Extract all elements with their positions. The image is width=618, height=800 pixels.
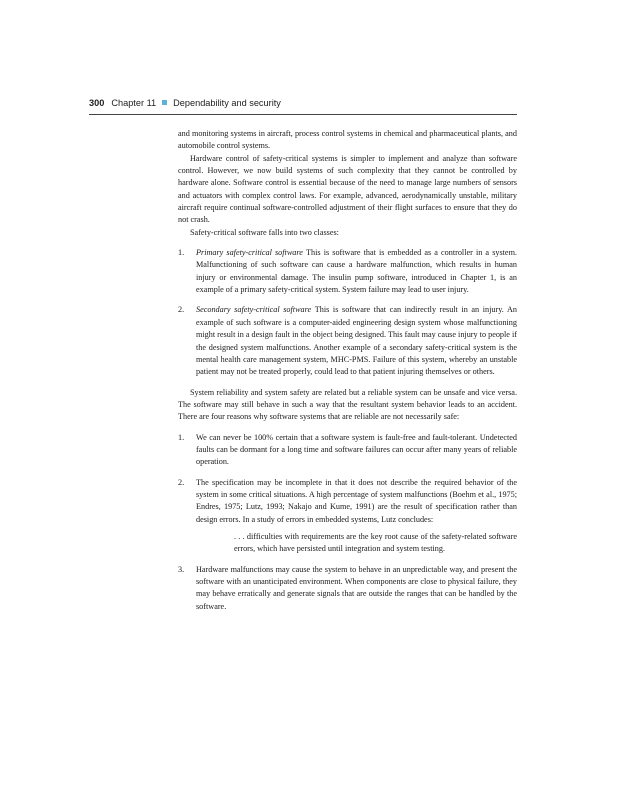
body-text — [178, 128, 517, 613]
header-square-icon — [162, 100, 167, 105]
list-number: 1. — [178, 432, 185, 442]
paragraph: System reliability and system safety are related but a reliable system can be unsafe and vice versa. The software may still behave in such a way that the resultant system behavior leads to an accident. There are four reasons why software systems that are reliable are not necessarily safe: — [178, 387, 517, 422]
list-text: We can never be 100% certain that a software system is fault-free and fault-tolerant. Undetected faults can be dormant for a long time and software failures can occur after many years of reliable operation. — [196, 432, 517, 467]
chapter-label: Chapter 11 — [111, 98, 157, 108]
list-term: Secondary safety-critical software — [196, 305, 315, 315]
list-item — [178, 247, 517, 296]
running-header — [89, 98, 517, 115]
paragraph: and monitoring systems in aircraft, process control systems in chemical and pharmaceutical plants, and automobile control systems. — [178, 129, 517, 151]
list-item — [178, 304, 517, 378]
list-term: Primary safety-critical software — [196, 248, 307, 258]
list-item — [178, 477, 517, 556]
reasons-list — [178, 432, 517, 613]
list-item — [178, 564, 517, 613]
list-text: This is software that is embedded as a controller in a system. Malfunctioning of such software can cause a hardware malfunction, which results in human injury or environmental damage. The insulin pump software, introduced in Chapter 1, is an example of a primary safety-critical system. System failure may lead to user injury. — [196, 248, 517, 295]
list-item — [178, 432, 517, 469]
page-number: 300 — [89, 98, 105, 108]
block-quote: . . . difficulties with requirements are the key root cause of the safety-related software errors, which have persisted until integration and system testing. — [234, 531, 517, 554]
paragraph: Hardware control of safety-critical systems is simpler to implement and analyze than software control. However, we now build systems of such complexity that they cannot be controlled by hardware alone. Software control is essential because of the need to manage large numbers of sensors and actuators with complex control laws. For example, advanced, aerodynamically unstable, military aircraft require continual software-controlled adjustment of their flight surfaces to ensure that they do not crash. — [178, 153, 517, 225]
paragraph: Safety-critical software falls into two classes: — [190, 227, 339, 237]
list-text: This is software that can indirectly result in an injury. An example of such software is a computer-aided engineering design system whose malfunctioning might result in a design fault in the object being designed. This fault may cause injury to people if the designed system malfunctions. Another example of a secondary safety-critical system is the mental health care management system, MHC-PMS. Failure of this system, whereby an unstable patient may not be treated properly, could lead to that patient injuring themselves or others. — [196, 305, 517, 377]
chapter-title: Dependability and security — [173, 98, 281, 108]
safety-classes-list — [178, 247, 517, 378]
list-text: Hardware malfunctions may cause the system to behave in an unpredictable way, and present the software with an unanticipated environment. When components are close to physical failure, they may behave erratically and generate signals that are outside the ranges that can be handled by the software. — [196, 564, 517, 611]
list-number: 1. — [178, 248, 185, 258]
list-number: 3. — [178, 564, 185, 574]
list-number: 2. — [178, 477, 185, 487]
list-text: The specification may be incomplete in that it does not describe the required behavior of the system in some critical situations. A high percentage of system malfunctions (Boehm et al., 1975; Endres, 1975; Lutz, 1993; Nakajo and Kume, 1991) are the result of specification rather than design errors. In a study of errors in embedded systems, Lutz concludes: — [196, 477, 517, 524]
list-number: 2. — [178, 305, 185, 315]
